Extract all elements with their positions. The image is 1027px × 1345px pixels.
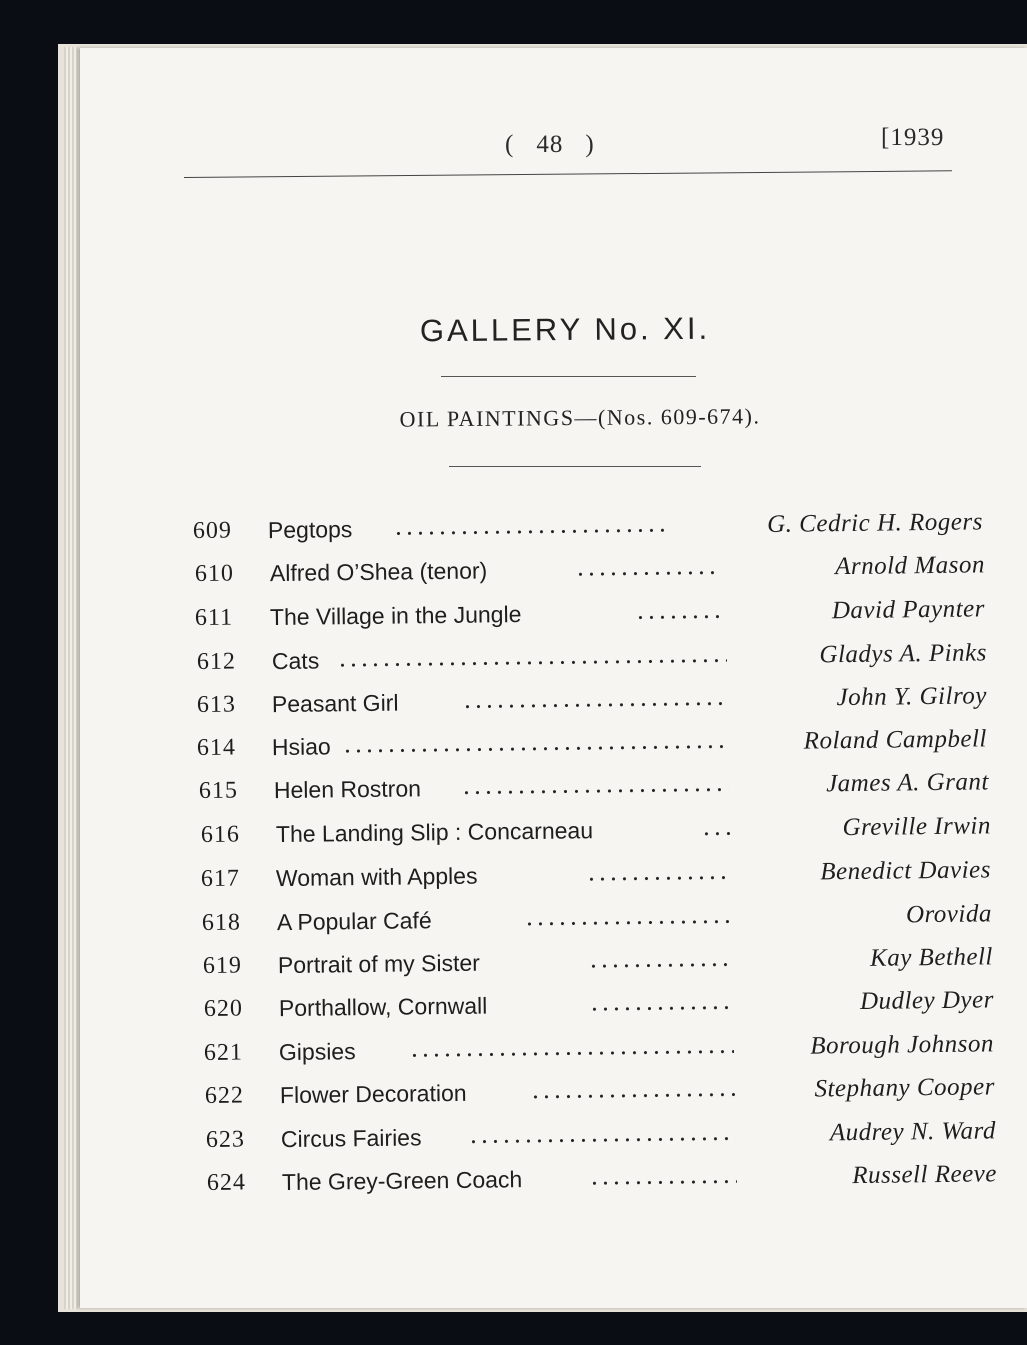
catalogue-entry xyxy=(199,768,989,814)
entry-artist: G. Cedric H. Rogers xyxy=(767,508,984,538)
entry-title: Portrait of my Sister xyxy=(277,949,481,979)
entry-artist: Stephany Cooper xyxy=(814,1073,996,1103)
entry-artist: Orovida xyxy=(905,900,993,929)
entry-number: 617 xyxy=(200,865,241,892)
entry-number: 609 xyxy=(192,517,233,544)
entry-title: Gipsies xyxy=(278,1038,356,1066)
entry-number: 615 xyxy=(198,777,239,804)
entry-artist: Russell Reeve xyxy=(852,1160,998,1190)
dot-leader xyxy=(588,960,733,972)
catalogue-entry xyxy=(195,595,985,641)
dot-leader xyxy=(337,656,727,671)
entry-artist: James A. Grant xyxy=(825,768,990,798)
catalogue-entry xyxy=(201,856,991,902)
catalogue-entry xyxy=(202,900,992,946)
entry-title: Hsiao xyxy=(271,733,331,761)
dot-leader xyxy=(635,612,720,623)
entry-artist: David Paynter xyxy=(831,595,986,625)
entry-artist: Roland Campbell xyxy=(803,725,988,755)
entry-artist: John Y. Gilroy xyxy=(836,682,988,712)
entry-title: Pegtops xyxy=(267,516,353,544)
dot-leader xyxy=(589,1177,737,1189)
entry-number: 624 xyxy=(206,1169,247,1196)
entry-artist: Arnold Mason xyxy=(834,551,986,581)
entry-number: 612 xyxy=(196,648,237,675)
entry-title: Circus Fairies xyxy=(280,1124,422,1153)
entry-title: The Landing Slip : Concarneau xyxy=(275,817,594,848)
entry-number: 616 xyxy=(200,821,241,848)
catalogue-entry xyxy=(205,1073,995,1119)
entry-artist: Kay Bethell xyxy=(869,943,994,972)
dot-leader xyxy=(530,1090,735,1103)
entry-artist: Greville Irwin xyxy=(842,812,992,842)
section-subtitle: OIL PAINTINGS—(Nos. 609-674). xyxy=(399,403,761,432)
catalogue-entry xyxy=(193,508,983,554)
entry-title: Peasant Girl xyxy=(271,689,399,718)
page-number-close: ) xyxy=(585,131,595,158)
catalogue-entry xyxy=(204,1030,994,1076)
dot-leader xyxy=(409,1047,734,1061)
entry-artist: Benedict Davies xyxy=(820,856,992,886)
entry-title: Helen Rostron xyxy=(273,775,422,804)
catalogue-entry xyxy=(203,943,993,989)
entry-artist: Gladys A. Pinks xyxy=(819,639,988,669)
catalogue-entry xyxy=(197,682,987,728)
dot-leader xyxy=(462,699,727,712)
catalogue-entry xyxy=(206,1117,996,1163)
catalogue-entry xyxy=(201,812,991,858)
entry-title: Cats xyxy=(271,647,320,675)
entry-number: 621 xyxy=(203,1039,244,1066)
running-year: [1939 xyxy=(881,124,945,151)
dot-leader xyxy=(586,873,731,885)
entry-number: 623 xyxy=(205,1126,246,1153)
dot-leader xyxy=(701,829,731,839)
catalogue-entry xyxy=(207,1160,997,1206)
entry-title: The Village in the Jungle xyxy=(269,601,522,631)
entry-number: 613 xyxy=(196,691,237,718)
entry-artist: Dudley Dyer xyxy=(859,986,995,1015)
entry-number: 618 xyxy=(201,909,242,936)
dot-leader xyxy=(461,785,729,798)
entry-title: The Grey-Green Coach xyxy=(281,1166,523,1196)
catalogue-entry xyxy=(197,639,987,685)
entry-title: Flower Decoration xyxy=(279,1079,467,1109)
entry-number: 622 xyxy=(204,1082,245,1109)
entry-artist: Audrey N. Ward xyxy=(829,1117,997,1147)
entry-title: Woman with Apples xyxy=(275,862,478,892)
entry-number: 620 xyxy=(203,995,244,1022)
gallery-title: GALLERY No. XI. xyxy=(419,310,711,349)
dot-leader xyxy=(575,568,720,580)
page-number-open: ( xyxy=(505,131,515,158)
dot-leader xyxy=(342,742,727,757)
dot-leader xyxy=(468,1134,736,1147)
entry-number: 614 xyxy=(196,734,237,761)
entry-title: Porthallow, Cornwall xyxy=(278,992,488,1022)
entry-number: 619 xyxy=(202,952,243,979)
entry-title: A Popular Café xyxy=(276,907,432,936)
catalogue-entry xyxy=(195,551,985,597)
entry-number: 611 xyxy=(194,604,234,631)
catalogue-entry xyxy=(204,986,994,1032)
dot-leader xyxy=(524,917,732,930)
dot-leader xyxy=(393,525,668,538)
page-number-value: 48 xyxy=(536,131,564,158)
entry-title: Alfred O’Shea (tenor) xyxy=(269,557,488,587)
entry-number: 610 xyxy=(194,560,235,587)
catalogue-entry xyxy=(197,725,987,771)
entry-artist: Borough Johnson xyxy=(810,1030,995,1060)
dot-leader xyxy=(589,1003,734,1015)
